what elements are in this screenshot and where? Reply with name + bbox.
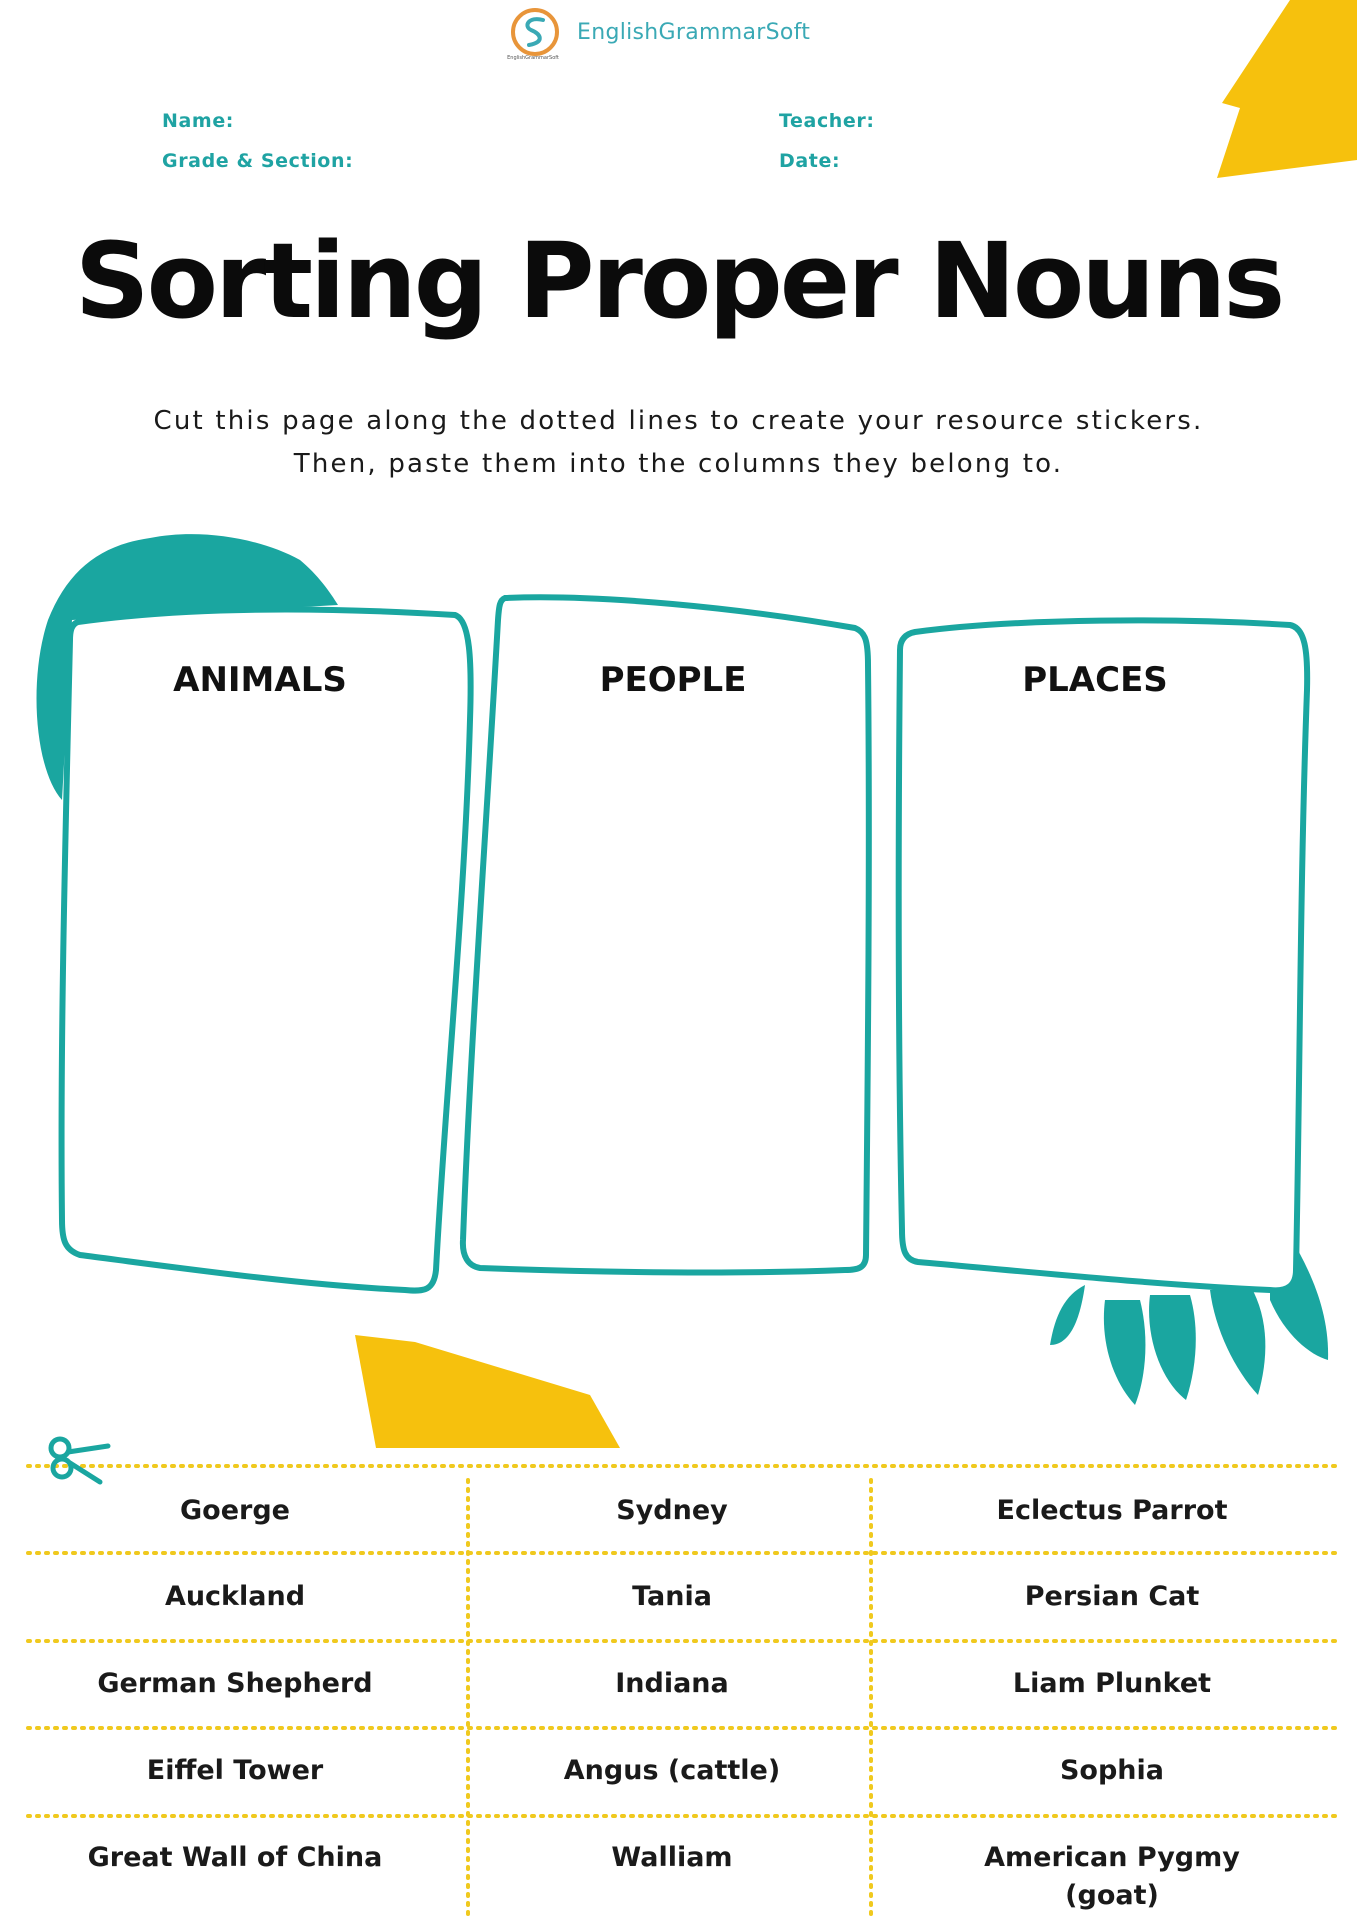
- instructions-line-2: Then, paste them into the columns they belong to.: [293, 449, 1064, 479]
- column-heading-places: PLACES: [1022, 660, 1168, 700]
- sticker-cell[interactable]: Walliam: [611, 1842, 733, 1873]
- sticker-cell[interactable]: American Pygmy (goat): [984, 1842, 1240, 1911]
- sticker-cell[interactable]: Goerge: [180, 1495, 290, 1526]
- sticker-cell[interactable]: Sophia: [1059, 1755, 1165, 1786]
- sticker-cell[interactable]: Persian Cat: [1024, 1581, 1200, 1612]
- grade-section-label: Grade & Section:: [162, 150, 354, 172]
- sticker-cell[interactable]: Great Wall of China: [87, 1842, 383, 1873]
- yellow-shape-top-right: [1217, 0, 1357, 178]
- sticker-cell[interactable]: Sydney: [616, 1495, 728, 1526]
- column-heading-animals: ANIMALS: [173, 660, 347, 700]
- sticker-cell[interactable]: Tania: [632, 1581, 712, 1612]
- sticker-cell[interactable]: Eiffel Tower: [146, 1755, 324, 1786]
- name-label: Name:: [162, 110, 235, 132]
- scissors-icon: [51, 1439, 108, 1482]
- sticker-cell[interactable]: German Shepherd: [97, 1668, 373, 1699]
- page-title: Sorting Proper Nouns: [74, 220, 1283, 342]
- sticker-cell[interactable]: Angus (cattle): [563, 1755, 781, 1786]
- date-label: Date:: [779, 150, 841, 172]
- sticker-cell[interactable]: Indiana: [615, 1668, 729, 1699]
- sticker-cell[interactable]: Liam Plunket: [1012, 1668, 1212, 1699]
- column-heading-people: PEOPLE: [599, 660, 747, 700]
- brand-logo-icon: [513, 10, 557, 54]
- places-box-outline: [899, 620, 1307, 1290]
- sticker-cell[interactable]: Eclectus Parrot: [996, 1495, 1228, 1526]
- animals-box-outline: [62, 609, 471, 1290]
- instructions-line-1: Cut this page along the dotted lines to create your resource stickers.: [153, 406, 1204, 436]
- yellow-shape-bottom: [355, 1335, 620, 1448]
- brand-small-text: EnglishGrammarSoft: [507, 55, 559, 61]
- teacher-label: Teacher:: [779, 110, 875, 132]
- sticker-cell[interactable]: Auckland: [164, 1581, 306, 1612]
- brand-name: EnglishGrammarSoft: [577, 20, 811, 45]
